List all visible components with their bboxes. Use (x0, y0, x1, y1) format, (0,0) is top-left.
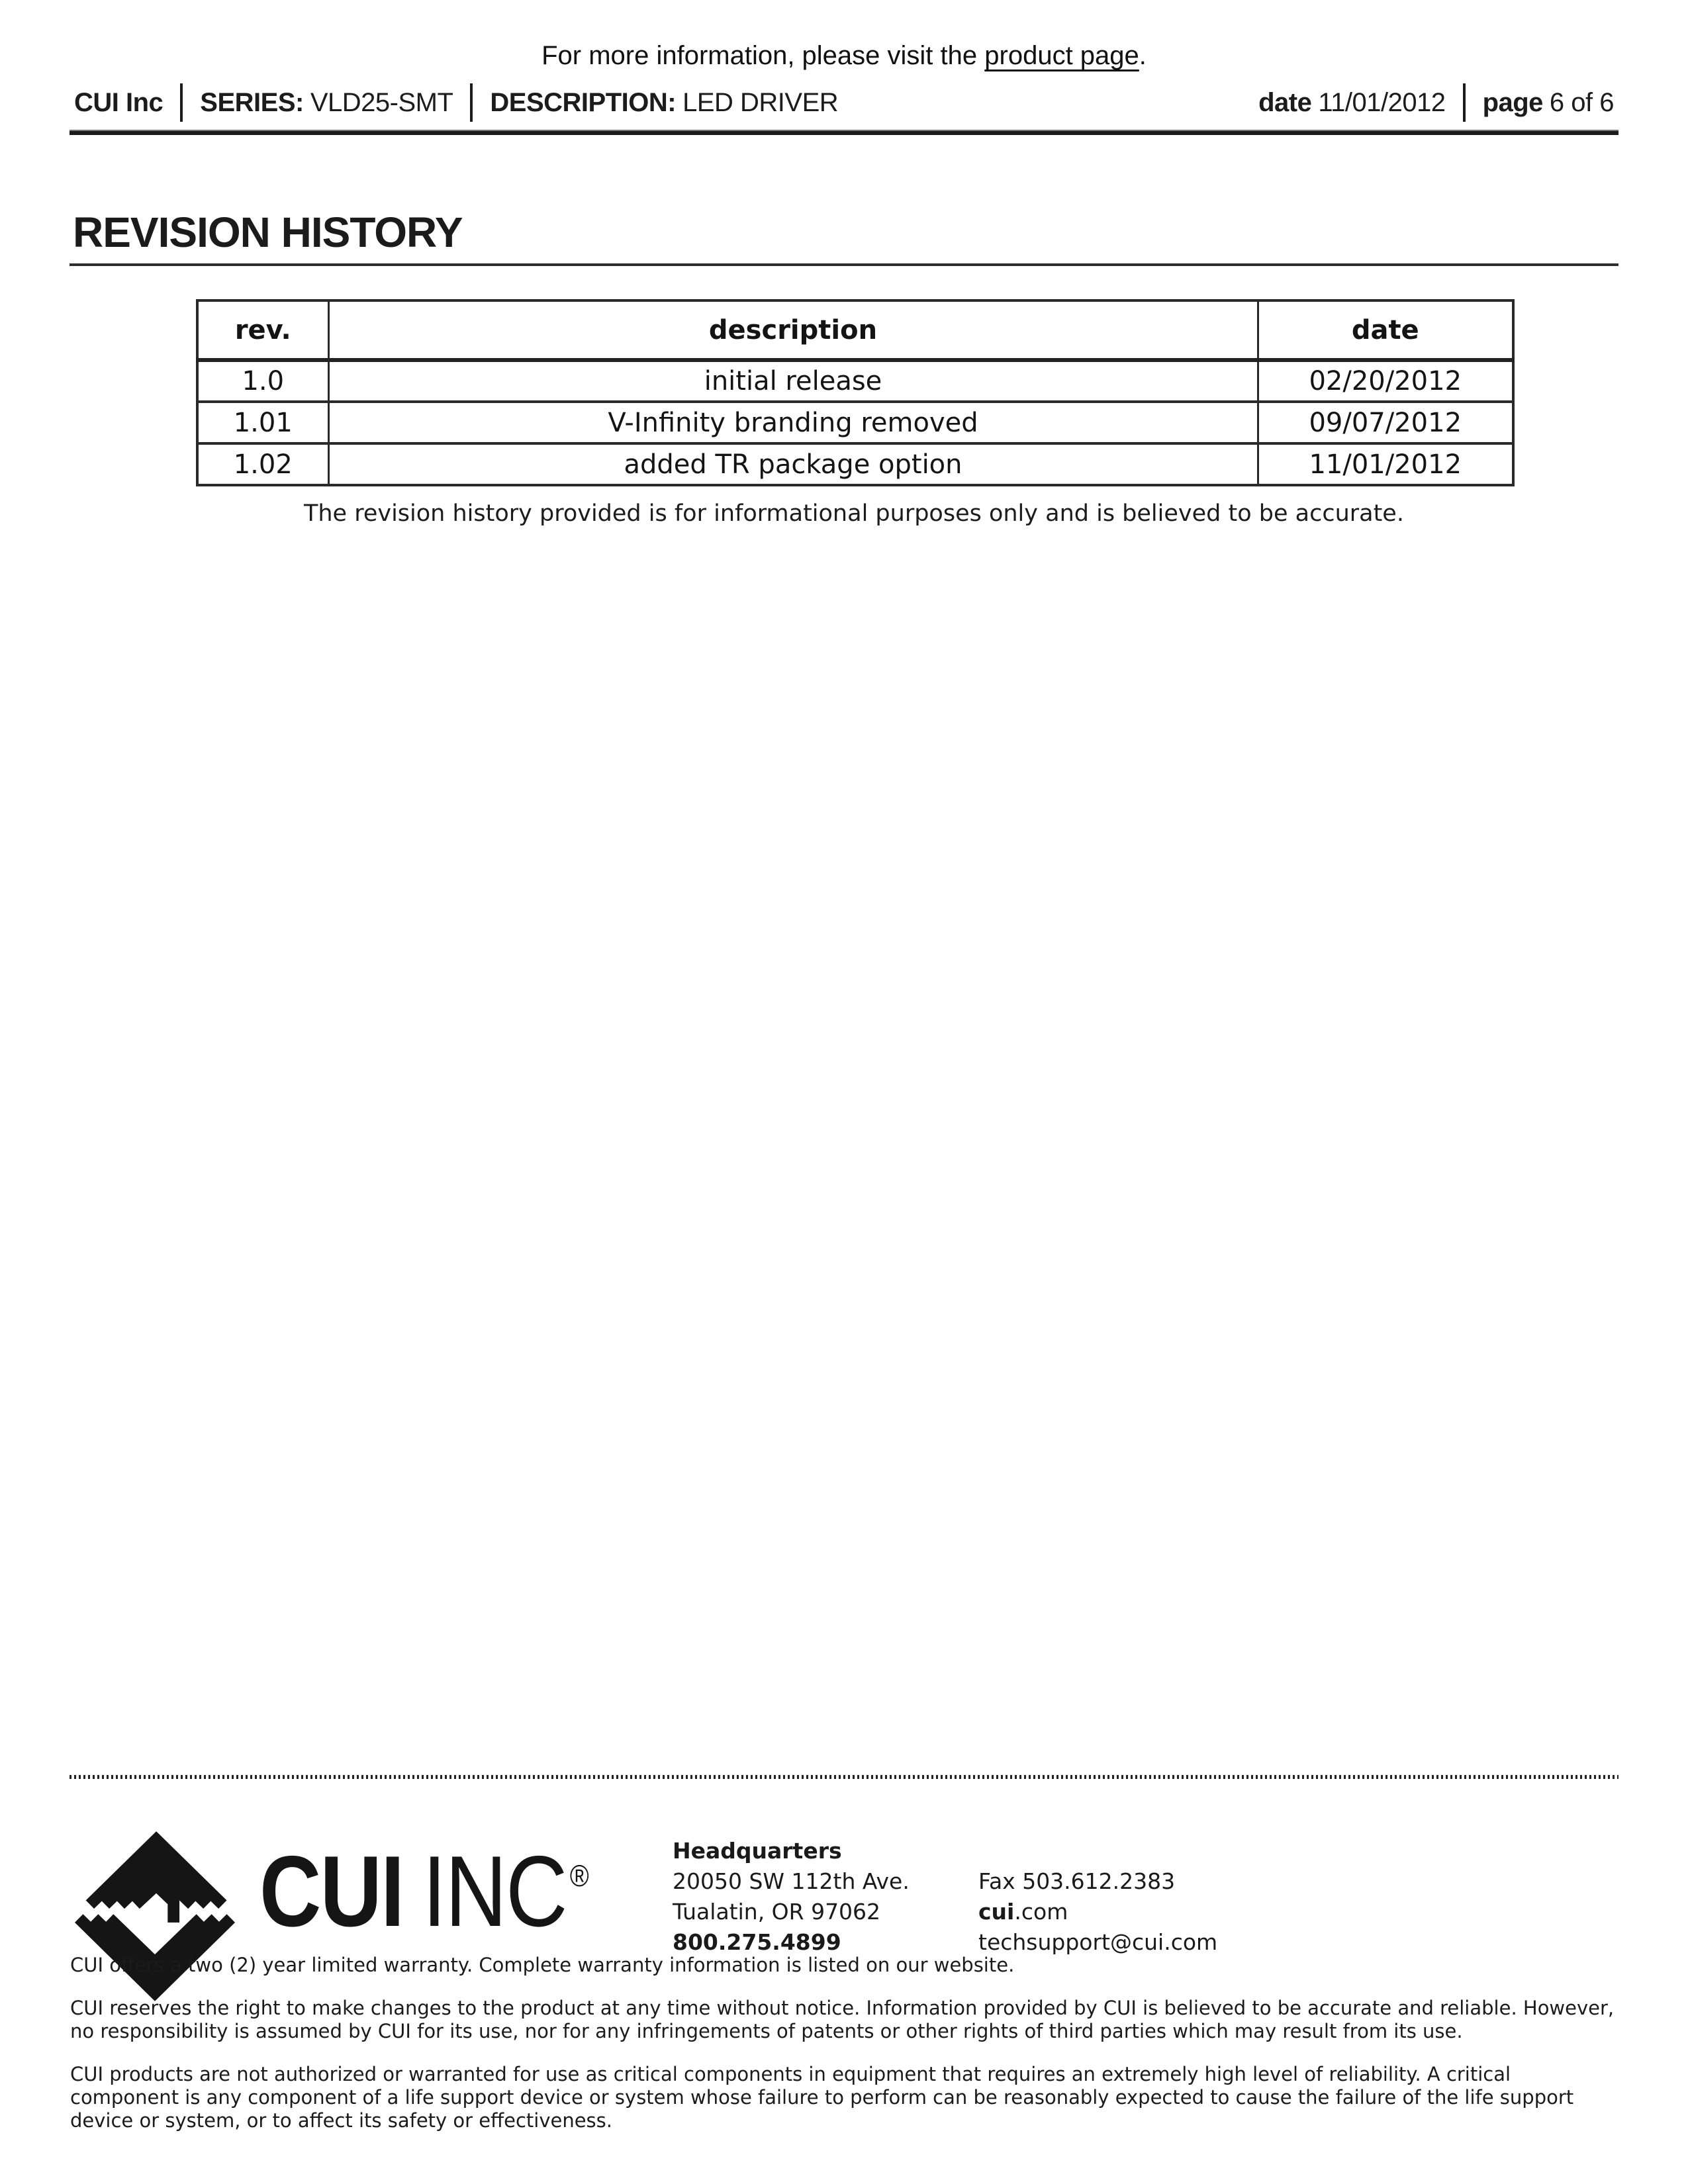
wordmark-inc: INC (422, 1835, 567, 1948)
table-row (197, 360, 1513, 402)
description-label: DESCRIPTION: (490, 87, 677, 117)
headquarters-address1: 20050 SW 112th Ave. (673, 1868, 910, 1894)
description-value: LED DRIVER (682, 87, 839, 117)
series-value: VLD25-SMT (310, 87, 453, 117)
website-bold-part: cui (978, 1899, 1015, 1925)
contact-email: techsupport@cui.com (978, 1929, 1218, 1955)
wordmark-cui: CUI (259, 1835, 404, 1948)
top-note-prefix: For more information, please visit the (541, 41, 985, 70)
footer-dotted-rule (70, 1775, 1618, 1779)
contact-fax: Fax 503.612.2383 (978, 1868, 1176, 1894)
col-header-rev: rev. (197, 300, 328, 360)
website-rest-part: .com (1014, 1899, 1068, 1925)
cell-description: V-Infinity branding removed (328, 402, 1258, 443)
header-separator (470, 83, 473, 122)
header-right (1258, 83, 1614, 122)
legal-paragraph-changes: CUI reserves the right to make changes to the product at any time without notice. Information provided by CUI is believed to be accurate and reliable. However, no responsibility is assumed by CUI for its use, nor for any infringements of patents or other rights of third parties which may result from its use. (70, 1997, 1615, 2042)
legal-block (70, 1954, 1618, 2152)
cui-inc-wordmark (259, 1835, 589, 1948)
registered-trademark-icon: ® (569, 1858, 589, 1893)
headquarters-phone: 800.275.4899 (673, 1929, 841, 1955)
revision-table (196, 299, 1515, 486)
cell-rev: 1.02 (197, 443, 328, 485)
page-title: REVISION HISTORY (73, 208, 463, 256)
header-left (74, 83, 838, 122)
series-label: SERIES: (200, 87, 304, 117)
top-note-suffix: . (1139, 41, 1147, 70)
top-note (0, 41, 1688, 71)
cell-rev: 1.01 (197, 402, 328, 443)
cell-date: 09/07/2012 (1258, 402, 1513, 443)
company-name: CUI Inc (74, 87, 164, 117)
cell-description: added TR package option (328, 443, 1258, 485)
contact-website (978, 1897, 1217, 1927)
headquarters-address2: Tualatin, OR 97062 (673, 1899, 881, 1925)
contact-block (978, 1866, 1217, 1958)
col-header-description: description (328, 300, 1258, 360)
title-rule (70, 263, 1618, 266)
cell-date: 02/20/2012 (1258, 360, 1513, 402)
date-label: date (1258, 87, 1312, 117)
cell-description: initial release (328, 360, 1258, 402)
table-header-row (197, 300, 1513, 360)
cell-date: 11/01/2012 (1258, 443, 1513, 485)
date-value: 11/01/2012 (1318, 87, 1446, 117)
product-page-link[interactable]: product page (984, 41, 1139, 70)
table-row (197, 443, 1513, 485)
legal-paragraph-warranty: CUI offers a two (2) year limited warranty. Complete warranty information is listed on our website. (70, 1954, 1015, 1976)
headquarters-title: Headquarters (673, 1838, 842, 1864)
headquarters-block (673, 1836, 910, 1958)
header-bar (74, 83, 1614, 122)
table-row (197, 402, 1513, 443)
revision-note: The revision history provided is for informational purposes only and is believed to be accurate. (304, 500, 1404, 527)
header-separator (1463, 83, 1466, 122)
page-label: page (1482, 87, 1543, 117)
legal-paragraph-critical: CUI products are not authorized or warranted for use as critical components in equipment that requires an extremely high level of reliability. A critical component is any component of a life support device or system whose failure to perform can be reasonably expected to cause the failure of the life support device or system, or to affect its safety or effectiveness. (70, 2063, 1574, 2132)
header-separator (180, 83, 183, 122)
col-header-date: date (1258, 300, 1513, 360)
cell-rev: 1.0 (197, 360, 328, 402)
header-rule (70, 130, 1618, 135)
page-value: 6 of 6 (1549, 87, 1614, 117)
